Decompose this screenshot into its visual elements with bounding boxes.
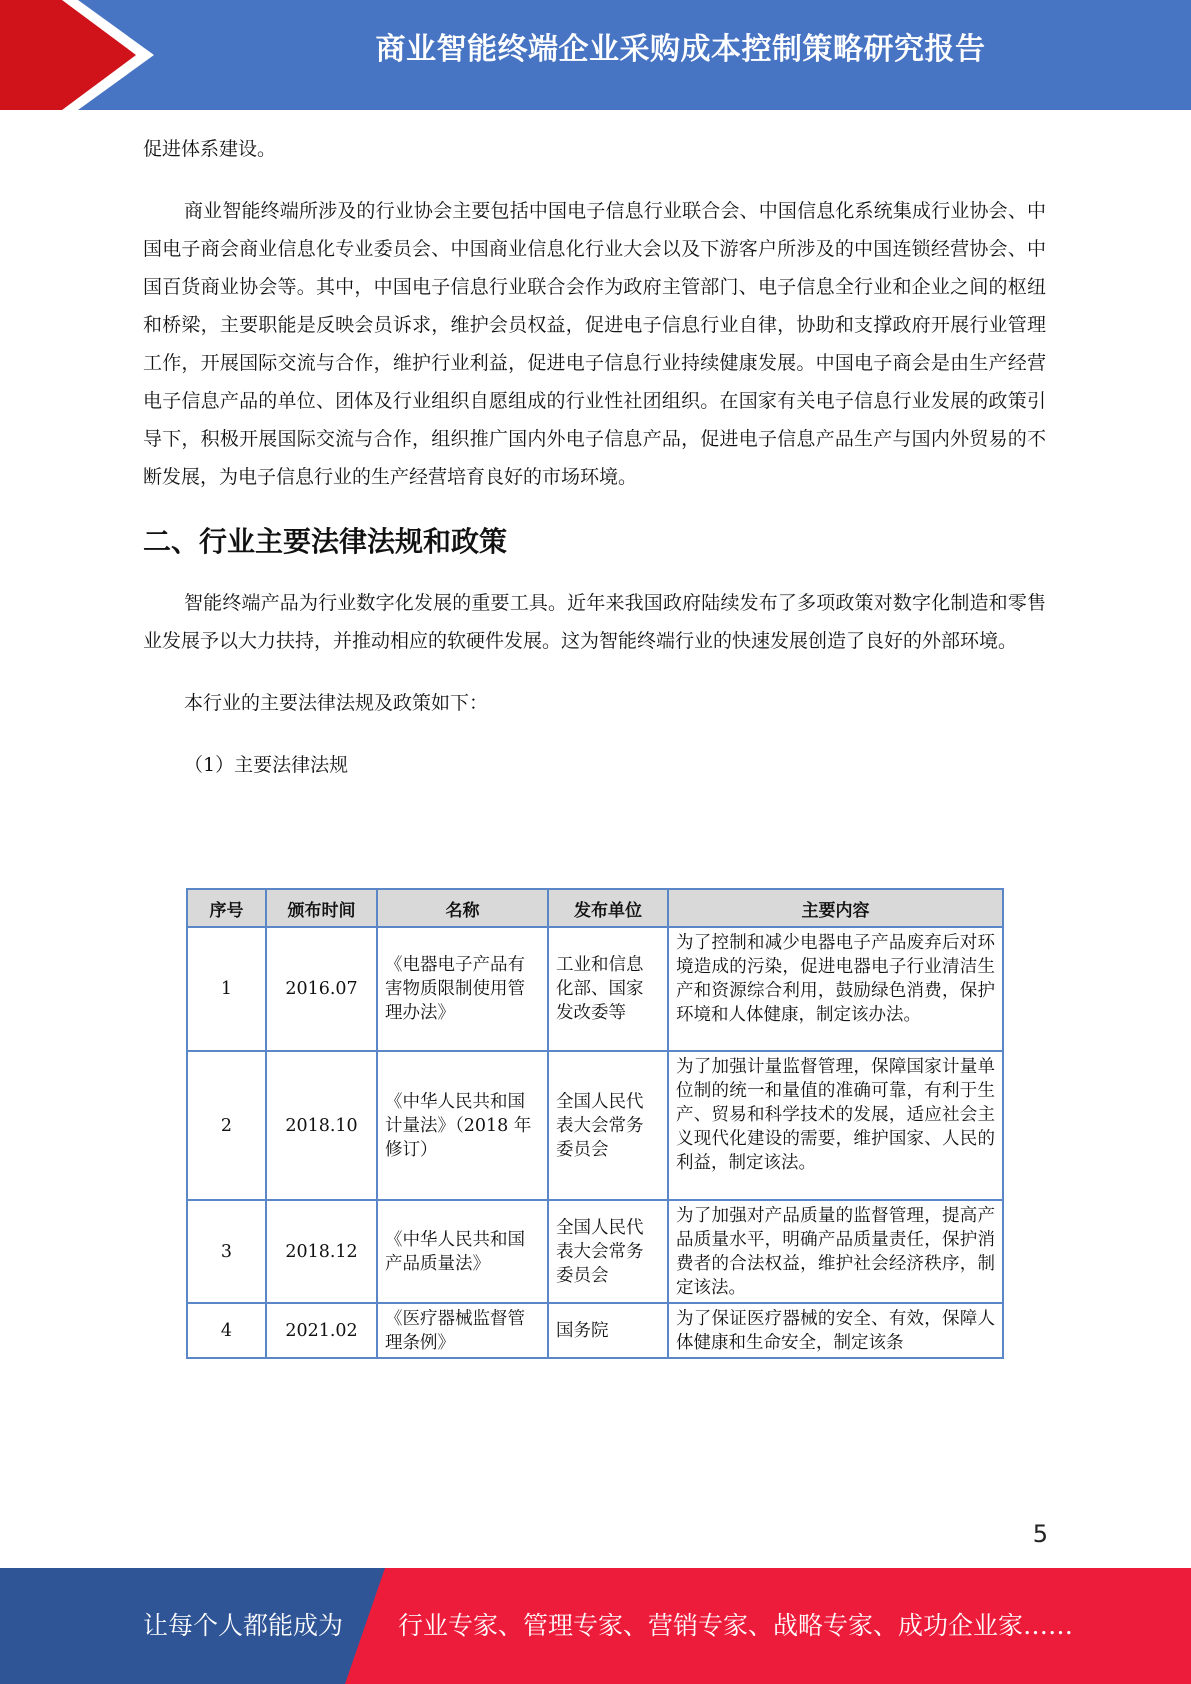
paragraph-associations: 商业智能终端所涉及的行业协会主要包括中国电子信息行业联合会、中国信息化系统集成行业协会、中国电子商会商业信息化专业委员会、中国商业信息化行业大会以及下游客户所涉及的中国连锁经营协会、中国百货商业协会等。其中，中国电子信息行业联合会作为政府主管部门、电子信息全行业和企业之间的枢纽和桥梁，主要职能是反映会员诉求，维护会员权益，促进电子信息行业自律，协助和支撑政府开展行业管理工作，开展国际交流与合作，维护行业利益，促进电子信息行业持续健康发展。中国电子商会是由生产经营电子信息产品的单位、团体及行业组织自愿组成的行业性社团组织。在国家有关电子信息行业发展的政策引导下，积极开展国际交流与合作，组织推广国内外电子信息产品，促进电子信息产品生产与国内外贸易的不断发展，为电子信息行业的生产经营培育良好的市场环境。 [143,200,1046,488]
section-heading: 二、行业主要法律法规和政策 [143,525,508,558]
header-name: 名称 [377,889,548,927]
report-title: 商业智能终端企业采购成本控制策略研究报告 [375,32,986,67]
cell-content: 为了加强计量监督管理，保障国家计量单位制的统一和量值的准确可靠，有利于生产、贸易和科学技术的发展，适应社会主义现代化建设的需要，维护国家、人民的利益，制定该法。 [668,1051,1003,1200]
cell-content-text: 为了保证医疗器械的安全、有效，保障人体健康和生命安全，制定该条 [676,1309,995,1353]
page-content [143,130,1046,784]
table-row [187,927,1003,1051]
paragraph-continued: 促进体系建设。 [143,138,277,160]
cell-name-text: 《医疗器械监督管理条例》 [385,1308,525,1353]
cell-content: 为了控制和减少电器电子产品废弃后对环境造成的污染，促进电器电子行业清洁生产和资源综合利用，鼓励绿色消费，保护环境和人体健康，制定该办法。 [668,927,1003,1051]
paragraph-intro: 智能终端产品为行业数字化发展的重要工具。近年来我国政府陆续发布了多项政策对数字化制造和零售业发展予以大力扶持，并推动相应的软硬件发展。这为智能终端行业的快速发展创造了良好的外部环境。 [143,592,1046,652]
page-header [0,0,1191,110]
cell-date: 2018.10 [266,1051,377,1200]
cell-issuer: 工业和信息化部、国家发改委等 [548,927,668,1051]
cell-no: 2 [187,1051,266,1200]
table-row [187,1051,1003,1200]
header-date: 颁布时间 [266,889,377,927]
header-issuer: 发布单位 [548,889,668,927]
footer-slogan-right: 行业专家、管理专家、营销专家、战略专家、成功企业家…… [398,1611,1074,1640]
cell-date: 2021.02 [266,1303,377,1358]
cell-no: 1 [187,927,266,1051]
cell-issuer: 全国人民代表大会常务委员会 [548,1051,668,1200]
paragraph-list-intro: 本行业的主要法律法规及政策如下： [184,692,489,714]
cell-name: 《中华人民共和国计量法》（2018 年修订） [377,1051,548,1200]
cell-name [377,1303,548,1358]
table-row [187,1303,1003,1358]
header-red-chevron [0,0,140,110]
page-footer [0,1568,1191,1684]
cell-date: 2018.12 [266,1200,377,1303]
cell-issuer: 全国人民代表大会常务委员会 [548,1200,668,1303]
cell-no: 4 [187,1303,266,1358]
header-content: 主要内容 [668,889,1003,927]
cell-content: 为了加强对产品质量的监督管理，提高产品质量水平，明确产品质量责任，保护消费者的合法权益，维护社会经济秩序，制定该法。 [668,1200,1003,1303]
cell-content [668,1303,1003,1358]
cell-name: 《中华人民共和国产品质量法》 [377,1200,548,1303]
cell-name: 《电器电子产品有害物质限制使用管理办法》 [377,927,548,1051]
table-header-row [187,889,1003,927]
subheading-laws: （1）主要法律法规 [184,754,349,776]
footer-slogan-left: 让每个人都能成为 [143,1611,344,1640]
cell-date: 2016.07 [266,927,377,1051]
page-number: 5 [1032,1520,1048,1548]
table-row [187,1200,1003,1303]
laws-table [186,888,1004,1359]
cell-no: 3 [187,1200,266,1303]
header-no: 序号 [187,889,266,927]
cell-issuer: 国务院 [548,1303,668,1358]
